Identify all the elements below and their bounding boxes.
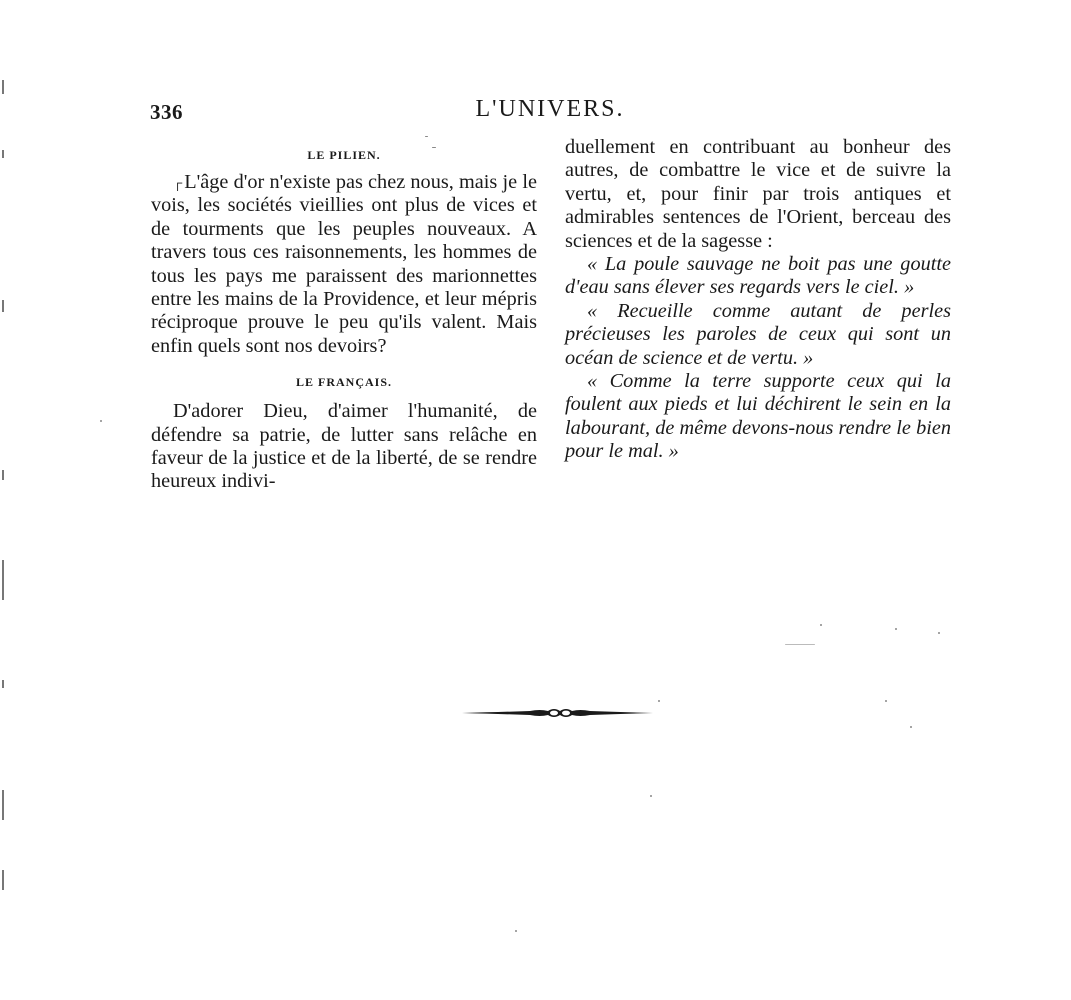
sentence-quote-1: « La poule sauvage ne boit pas une goutte d'eau sans élever ses regards vers le ciel. » [565, 253, 951, 299]
print-speck [895, 628, 897, 630]
paragraph-pilien [151, 171, 537, 358]
margin-speck [2, 680, 4, 688]
print-speck [910, 726, 912, 728]
print-speck [820, 624, 822, 626]
print-speck [650, 795, 652, 797]
print-speck [885, 700, 887, 702]
print-speck [785, 644, 815, 645]
printer-mark-icon: ┌ [173, 175, 183, 190]
right-column [565, 136, 951, 464]
speaker-heading-francais: LE FRANÇAIS. [295, 375, 392, 390]
speaker-heading-pilien: LE PILIEN. [307, 148, 381, 162]
print-speck [515, 930, 517, 932]
paragraph-continued: duellement en contribuant au bonheur des autres, de combattre le vice et de suivre la vertu, et, pour finir par trois antiques et admirables sentences de l'Orient, berceau des sciences et de la sagesse : [565, 136, 951, 252]
print-speck [658, 700, 660, 702]
margin-speck [2, 300, 4, 312]
paragraph-pilien-text: L'âge d'or n'existe pas chez nous, mais je le vois, les sociétés vieillies ont plus de vices et de tourments que les peuples nouveaux. A travers tous ces raisonnements, les hommes de tous les pays me paraissent des marionnettes entre les mains de la Providence, et leur mépris réciproque prouve le peu qu'ils valent. Mais enfin quels sont nos devoirs? [151, 171, 537, 357]
print-speck [425, 136, 428, 137]
print-speck [938, 632, 940, 634]
paragraph-francais: D'adorer Dieu, d'aimer l'humanité, de défendre sa patrie, de lutter sans relâche en faveur de la justice et de la liberté, de se rendre heureux indivi- [151, 400, 537, 493]
print-speck [432, 147, 436, 148]
margin-speck [2, 560, 4, 600]
page-number: 336 [150, 100, 183, 124]
left-column [151, 147, 537, 494]
sentence-quote-2: « Recueille comme autant de perles précieuses les paroles de ceux qui sont un océan de science et de vertu. » [565, 299, 951, 369]
ornamental-tailpiece-icon [460, 704, 655, 722]
margin-speck [2, 790, 4, 820]
margin-speck [2, 150, 4, 158]
sentence-quote-3: « Comme la terre supporte ceux qui la foulent aux pieds et lui déchirent le sein en la labourant, de même devons-nous rendre le bien pour le mal. » [565, 370, 951, 463]
margin-speck [2, 80, 4, 94]
margin-speck [2, 870, 4, 890]
running-title: L'UNIVERS. [475, 96, 625, 122]
print-speck [100, 420, 102, 422]
margin-speck [2, 470, 4, 480]
